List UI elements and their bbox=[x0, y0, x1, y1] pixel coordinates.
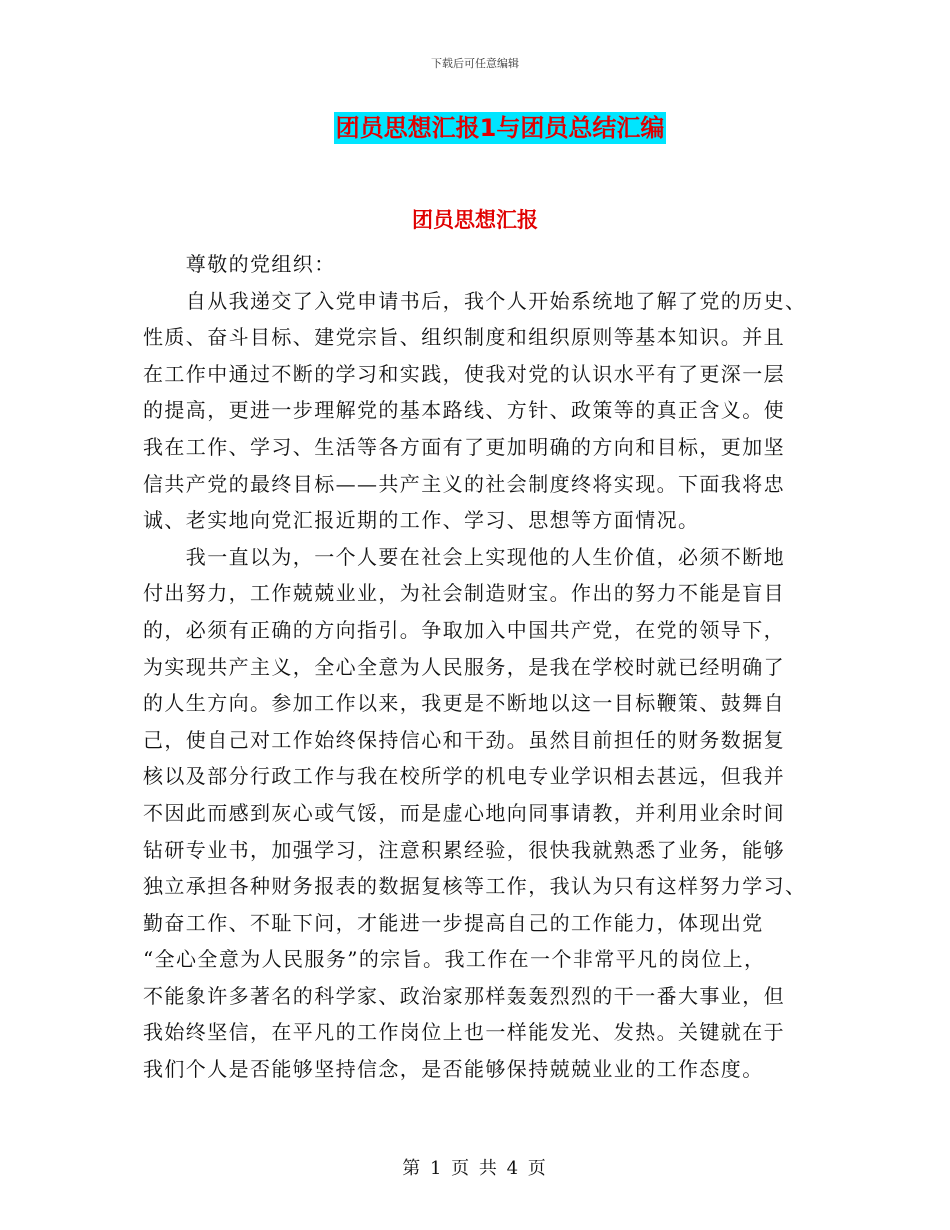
body-line: 为实现共产主义，全心全意为人民服务，是我在学校时就已经明确了 bbox=[143, 654, 785, 679]
body-line: 独立承担各种财务报表的数据复核等工作，我认为只有这样努力学习、 bbox=[143, 874, 807, 899]
page-footer: 第 1 页 共 4 页 bbox=[402, 1158, 548, 1179]
document-title: 团员思想汇报1与团员总结汇编 bbox=[335, 114, 665, 142]
body-line: 我们个人是否能够坚持信念，是否能够保持兢兢业业的工作态度。 bbox=[143, 1057, 764, 1082]
body-line: 我在工作、学习、生活等各方面有了更加明确的方向和目标，更加坚 bbox=[143, 434, 785, 459]
body-line: 的人生方向。参加工作以来，我更是不断地以这一目标鞭策、鼓舞自 bbox=[143, 691, 785, 716]
body-line: 性质、奋斗目标、建党宗旨、组织制度和组织原则等基本知识。并且 bbox=[143, 325, 785, 350]
body-line: 钻研专业书，加强学习，注意积累经验，很快我就熟悉了业务，能够 bbox=[143, 837, 785, 862]
body-line: 核以及部分行政工作与我在校所学的机电专业学识相去甚远，但我并 bbox=[143, 764, 785, 789]
body-line: 自从我递交了入党申请书后，我个人开始系统地了解了党的历史、 bbox=[143, 288, 807, 313]
body-line: 我始终坚信，在平凡的工作岗位上也一样能发光、发热。关键就在于 bbox=[143, 1020, 785, 1045]
body-text bbox=[143, 246, 823, 1088]
body-line: 信共产党的最终目标——共产主义的社会制度终将实现。下面我将忠 bbox=[143, 471, 785, 496]
header-note: 下载后可任意编辑 bbox=[431, 57, 519, 70]
body-line: 己，使自己对工作始终保持信心和干劲。虽然目前担任的财务数据复 bbox=[143, 727, 785, 752]
body-line: 不能象许多著名的科学家、政治家那样轰轰烈烈的干一番大事业，但 bbox=[143, 983, 785, 1008]
body-line: 勤奋工作、不耻下问，才能进一步提高自己的工作能力，体现出党 bbox=[143, 910, 764, 935]
body-line: 我一直以为，一个人要在社会上实现他的人生价值，必须不断地 bbox=[143, 544, 785, 569]
body-line: 付出努力，工作兢兢业业，为社会制造财宝。作出的努力不能是盲目 bbox=[143, 581, 785, 606]
section-title: 团员思想汇报 bbox=[412, 208, 538, 232]
body-line: 尊敬的党组织： bbox=[143, 252, 336, 276]
body-line: “全心全意为人民服务”的宗旨。我工作在一个非常平凡的岗位上， bbox=[143, 947, 766, 972]
body-line: 诚、老实地向党汇报近期的工作、学习、思想等方面情况。 bbox=[143, 508, 700, 533]
body-line: 的，必须有正确的方向指引。争取加入中国共产党，在党的领导下， bbox=[143, 617, 785, 642]
body-line: 在工作中通过不断的学习和实践，使我对党的认识水平有了更深一层 bbox=[143, 361, 785, 386]
document-title-wrapper bbox=[0, 112, 950, 144]
body-line: 的提高，更进一步理解党的基本路线、方针、政策等的真正含义。使 bbox=[143, 398, 785, 423]
body-line: 不因此而感到灰心或气馁，而是虚心地向同事请教，并利用业余时间 bbox=[143, 800, 785, 825]
